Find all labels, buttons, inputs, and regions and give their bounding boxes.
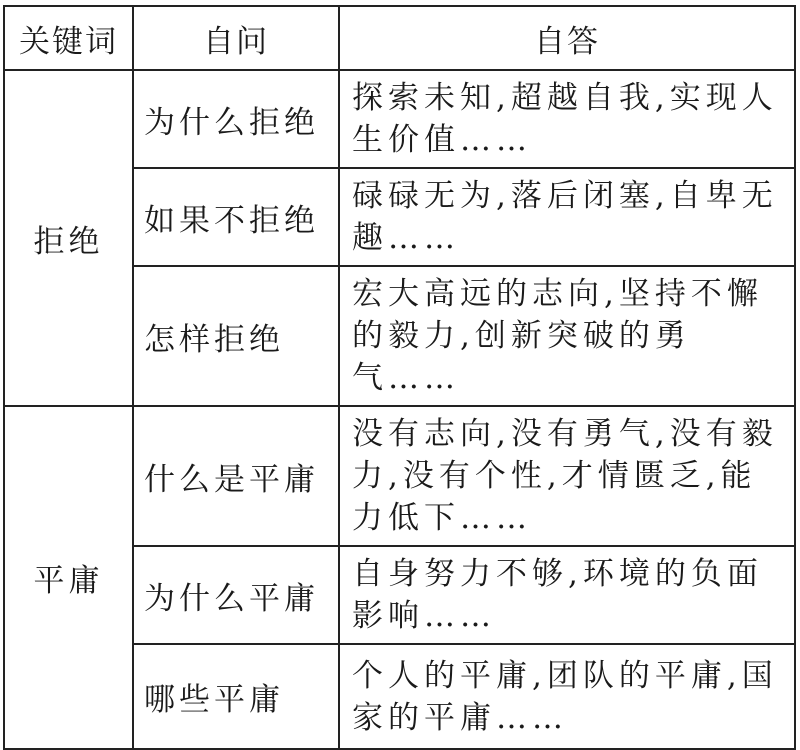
- answer-cell: 个人的平庸,团队的平庸,国家的平庸……: [339, 644, 795, 749]
- question-cell: 为什么平庸: [133, 546, 339, 644]
- answer-cell: 碌碌无为,落后闭塞,自卑无趣……: [339, 168, 795, 266]
- header-question: 自问: [133, 6, 339, 70]
- question-cell: 什么是平庸: [133, 406, 339, 546]
- keyword-question-answer-table: [3, 5, 796, 750]
- table-row: [4, 406, 795, 546]
- question-cell: 如果不拒绝: [133, 168, 339, 266]
- answer-cell: 没有志向,没有勇气,没有毅力,没有个性,才情匮乏,能力低下……: [339, 406, 795, 546]
- header-keyword: 关键词: [4, 6, 133, 70]
- answer-cell: 自身努力不够,环境的负面影响……: [339, 546, 795, 644]
- question-cell: 怎样拒绝: [133, 266, 339, 406]
- answer-cell: 探索未知,超越自我,实现人生价值……: [339, 70, 795, 168]
- question-cell: 为什么拒绝: [133, 70, 339, 168]
- answer-cell: 宏大高远的志向,坚持不懈的毅力,创新突破的勇气……: [339, 266, 795, 406]
- keyword-cell-reject: 拒绝: [4, 70, 133, 406]
- question-cell: 哪些平庸: [133, 644, 339, 749]
- keyword-cell-mediocrity: 平庸: [4, 406, 133, 749]
- header-answer: 自答: [339, 6, 795, 70]
- header-row: [4, 6, 795, 70]
- table-row: [4, 70, 795, 168]
